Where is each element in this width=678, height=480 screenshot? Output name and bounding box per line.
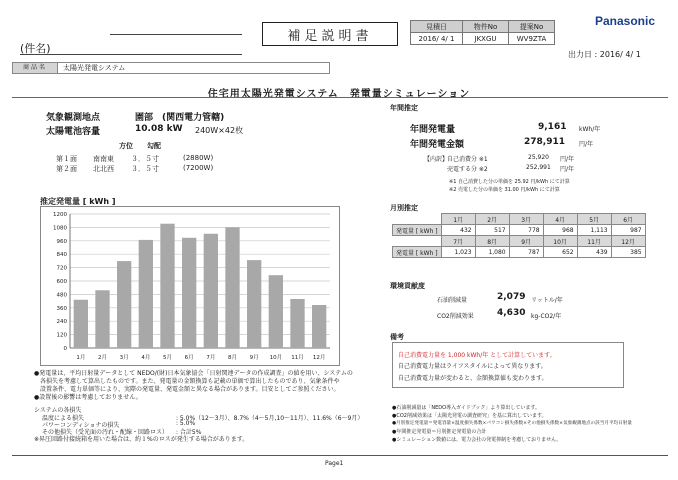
x-tick-label: 4月 xyxy=(141,355,151,361)
co2-value: 4,630 xyxy=(497,308,526,318)
loss-other-value: : 合計5% xyxy=(176,429,202,436)
y-tick-label: 120 xyxy=(56,332,67,339)
y-tick-label: 0 xyxy=(63,346,67,352)
face-direction: 南南東 xyxy=(93,155,114,163)
sell-unit: 円/年 xyxy=(560,166,575,173)
month-header: 6月 xyxy=(611,214,645,225)
x-tick-label: 7月 xyxy=(206,355,216,361)
note-line: ●設置後の影響は考慮しておりません。 xyxy=(34,394,142,401)
sell-value: 252,991 xyxy=(526,164,551,171)
remarks-section-title: 備考 xyxy=(390,333,404,341)
loss-pcs-label: パワーコンディショナの損失 xyxy=(42,422,120,429)
chart-bar xyxy=(225,227,239,348)
month-header: 9月 xyxy=(509,236,543,247)
chart-bar xyxy=(95,290,109,348)
month-value: 1,080 xyxy=(475,247,509,258)
face-direction: 北北西 xyxy=(93,165,114,173)
kenmei-top-line xyxy=(110,34,242,35)
x-tick-label: 6月 xyxy=(184,355,194,361)
environment-section-title: 環境貢献度 xyxy=(390,282,425,290)
month-value: 385 xyxy=(611,247,645,258)
annual-section-title: 年間推定 xyxy=(390,104,418,112)
loss-pcs-value: : 5.0% xyxy=(176,420,196,427)
self-consumption-label: 自己消費分 ※1 xyxy=(447,156,488,163)
month-header: 8月 xyxy=(475,236,509,247)
remarks-line: 自己消費電力量が変わると、金額換算値も変わります。 xyxy=(398,375,548,382)
loss-title: システムの各損失 xyxy=(34,407,82,414)
annual-amount-label: 年間発電金額 xyxy=(410,140,465,150)
obs-label: 気象観測地点 xyxy=(46,113,101,123)
x-tick-label: 11月 xyxy=(291,355,304,361)
month-value: 1,023 xyxy=(441,247,475,258)
doc-title: 補足説明書 xyxy=(262,22,398,46)
tilt-header: 勾配 xyxy=(147,142,161,150)
loss-other-label: その他損失（受光面の汚れ・配線・回路ロス） xyxy=(42,429,169,436)
oil-value: 2,079 xyxy=(497,292,526,302)
note-line: ●石油削減量は「NEDO導入ガイドブック」より算出しています。 xyxy=(392,405,541,411)
note-line: ●CO2削減効果は「太陽光発電の調査研究」を基に算出しています。 xyxy=(392,413,547,419)
x-tick-label: 9月 xyxy=(249,355,259,361)
oil-unit: リットル/年 xyxy=(531,297,563,304)
month-header: 1月 xyxy=(441,214,475,225)
meta-value: WV9ZTA xyxy=(509,33,555,45)
y-tick-label: 960 xyxy=(56,238,67,245)
face-watt: (2880W) xyxy=(183,154,214,162)
breakdown-label: 【内訳】 xyxy=(424,156,449,163)
month-value: 787 xyxy=(509,247,543,258)
x-tick-label: 5月 xyxy=(163,355,172,361)
note-line: ●月別推定発電量＝発電容量×温度損失係数×パワコン損失係数×その他損失係数×気象観測地点の該当月平均日射量 xyxy=(392,421,632,426)
x-tick-label: 8月 xyxy=(228,355,237,361)
x-tick-label: 10月 xyxy=(269,355,283,361)
monthly-generation-chart xyxy=(40,206,340,366)
output-date: 出力日 : 2016/ 4/ 1 xyxy=(568,50,641,59)
month-value: 439 xyxy=(577,247,611,258)
month-value: 517 xyxy=(475,225,509,236)
annual-gen-label: 年間発電量 xyxy=(410,125,456,135)
monthly-table xyxy=(392,213,646,258)
chart-title: 推定発電量 [ kWh ] xyxy=(40,197,116,206)
month-header: 5月 xyxy=(577,214,611,225)
chart-bar xyxy=(247,260,261,348)
annual-amount-unit: 円/年 xyxy=(579,141,594,148)
obs-value: 園部 (関西電力管轄) xyxy=(135,113,225,123)
month-value: 987 xyxy=(611,225,645,236)
capacity-value: 10.08 kW xyxy=(135,124,183,134)
product-label: 商品名 xyxy=(13,63,58,73)
chart-bar xyxy=(74,300,88,348)
monthly-row-label: 発電量 [ kWh ] xyxy=(393,247,442,258)
month-value: 968 xyxy=(543,225,577,236)
note-line: 設置条件、電力単価等により、実際の発電量、発電金額と異なる場合があります。目安としてご参照ください。 xyxy=(34,386,340,393)
month-value: 778 xyxy=(509,225,543,236)
x-tick-label: 12月 xyxy=(312,355,326,361)
chart-bar xyxy=(160,224,174,348)
loss-note: ※昇圧回路付接続箱を用いた場合は、約１%のロスが発生する場合があります。 xyxy=(34,436,249,443)
annual-amount-value: 278,911 xyxy=(524,137,565,147)
note-line: ●シミュレーション数値には、電力会社の発電抑制を考慮しておりません。 xyxy=(392,437,562,443)
main-title: 住宅用太陽光発電システム 発電量シミュレーション xyxy=(207,89,471,100)
meta-header: 提案No xyxy=(509,21,555,33)
y-tick-label: 1200 xyxy=(53,212,67,218)
month-header: 7月 xyxy=(441,236,475,247)
brand-logo: Panasonic xyxy=(595,14,656,28)
month-header: 10月 xyxy=(543,236,577,247)
chart-bar xyxy=(290,299,304,348)
month-header: 11月 xyxy=(577,236,611,247)
remarks-line: 自己消費電力量はライフスタイルによって異なります。 xyxy=(398,363,547,370)
meta-value: 2016/ 4/ 1 xyxy=(411,33,463,45)
y-tick-label: 1080 xyxy=(53,225,67,232)
face-watt: (7200W) xyxy=(183,164,214,172)
chart-bar xyxy=(269,275,283,348)
meta-value: JKXGU xyxy=(463,33,509,45)
y-tick-label: 720 xyxy=(56,265,67,272)
month-header: 3月 xyxy=(509,214,543,225)
capacity-label: 太陽電池容量 xyxy=(46,127,101,137)
y-tick-label: 840 xyxy=(56,252,67,259)
chart-bar xyxy=(312,305,326,348)
month-header: 2月 xyxy=(475,214,509,225)
annual-gen-value: 9,161 xyxy=(538,122,567,132)
y-tick-label: 600 xyxy=(56,279,67,285)
product-bar xyxy=(12,62,330,74)
monthly-row-label: 発電量 [ kWh ] xyxy=(393,225,442,236)
month-value: 432 xyxy=(441,225,475,236)
face-name: 第２面 xyxy=(56,165,77,173)
loss-temp-value: : 5.0%（12～3月）、8.7%（4～5月,10～11月）、11.6%（6～9月） xyxy=(176,415,364,422)
self-consumption-unit: 円/年 xyxy=(560,156,575,163)
sell-label: 売電する分 ※2 xyxy=(447,166,488,173)
co2-unit: kg-CO2/年 xyxy=(531,313,562,320)
chart-bar xyxy=(182,238,196,348)
note-line: ●発電量は、平均日射量データとして NEDO/(財)日本気象協会「日射関連データの作成調査」の値を用い、システムの xyxy=(34,370,353,377)
oil-label: 石油削減量 xyxy=(437,297,468,304)
y-tick-label: 480 xyxy=(56,292,67,299)
month-value: 652 xyxy=(543,247,577,258)
month-header: 4月 xyxy=(543,214,577,225)
meta-table xyxy=(410,20,555,45)
title-divider xyxy=(12,97,668,98)
meta-header: 物件No xyxy=(463,21,509,33)
annual-note: ※2 売電した分の単価を 31.00 円/kWh にて計算 xyxy=(449,187,560,193)
face-tilt: ３．５寸 xyxy=(131,165,159,173)
annual-gen-unit: kWh/年 xyxy=(579,126,601,133)
note-line: 各損失を考慮して算出したものです。また、発電量の金額換算も記載の単価で算出したものであり、気象条件や xyxy=(34,378,340,385)
kenmei-underline xyxy=(20,54,242,55)
chart-bar xyxy=(139,240,153,348)
chart-bar xyxy=(204,234,218,348)
footer-line xyxy=(12,455,668,456)
page-label: Page1 xyxy=(325,460,344,467)
co2-label: CO2削減効果 xyxy=(437,313,474,320)
remarks-line: 自己消費電力量を 1,000 kWh/年 として計算しています。 xyxy=(398,352,556,359)
direction-header: 方位 xyxy=(119,142,133,150)
x-tick-label: 1月 xyxy=(76,355,86,361)
loss-temp-label: 温度による損失 xyxy=(42,415,85,422)
self-consumption-value: 25,920 xyxy=(528,154,549,161)
x-tick-label: 2月 xyxy=(98,355,107,361)
month-value: 1,113 xyxy=(577,225,611,236)
annual-note: ※1 自己消費した分の単価を 25.92 円/kWh にて計算 xyxy=(449,179,570,185)
kenmei-label: (件名) xyxy=(20,42,51,55)
meta-header: 見積日 xyxy=(411,21,463,33)
chart-bar xyxy=(117,261,131,348)
y-tick-label: 360 xyxy=(56,305,67,312)
panel-spec: 240W×42枚 xyxy=(195,126,244,135)
month-header: 12月 xyxy=(611,236,645,247)
y-tick-label: 240 xyxy=(56,319,67,326)
monthly-section-title: 月別推定 xyxy=(390,204,418,212)
note-line: ●年間推定発電量＝月別推定発電量の合計 xyxy=(392,429,487,435)
x-tick-label: 3月 xyxy=(119,355,129,361)
face-tilt: ３．５寸 xyxy=(131,155,159,163)
product-value: 太陽光発電システム xyxy=(63,64,126,72)
face-name: 第１面 xyxy=(56,155,77,163)
